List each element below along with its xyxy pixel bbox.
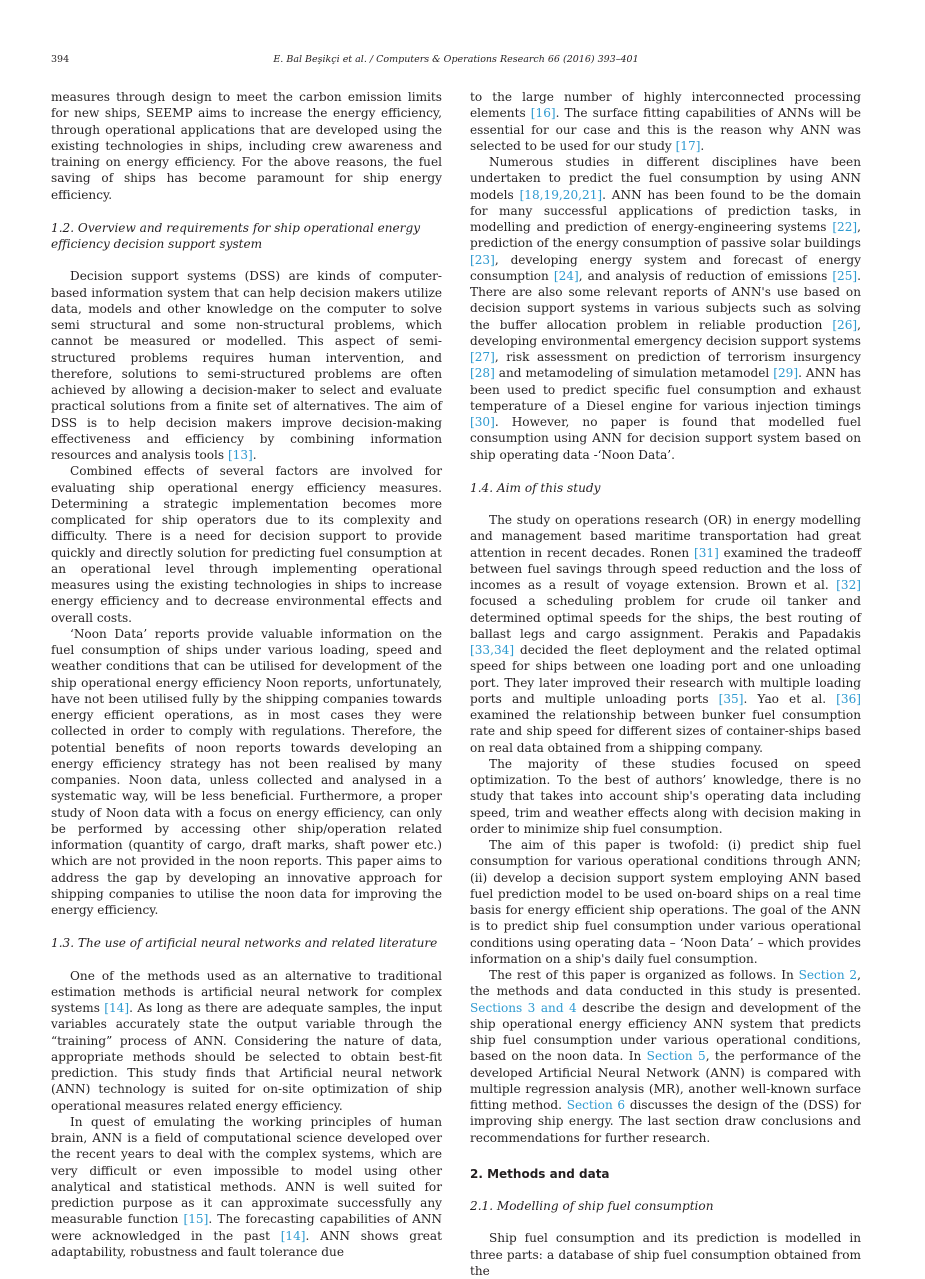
subsection-heading-1-3: 1.3. The use of artificial neural networks and related literature	[51, 936, 438, 951]
running-header	[51, 54, 861, 70]
page-number: 394	[51, 54, 70, 65]
section-link[interactable]: Section 5	[646, 1049, 706, 1064]
section-link[interactable]: Section 6	[566, 1098, 626, 1112]
section-link[interactable]: Sections 3 and 4	[470, 1000, 577, 1015]
citation-link[interactable]: [33,34]	[470, 643, 515, 657]
citation-link[interactable]: [14]	[280, 1228, 306, 1243]
citation-link[interactable]: [16]	[530, 106, 556, 121]
right-column	[470, 89, 861, 1279]
citation-link[interactable]: [27]	[470, 350, 495, 364]
subsection-heading-2-1: 2.1. Modelling of ship fuel consumption	[470, 1199, 714, 1213]
paragraph: The study on operations research (OR) in energy modelling and management based maritime transportation had great attention in recent decades. Ronen [31] examined the tradeoff between fuel savings through speed reduction and the loss of incomes as a result of voyage extension. Brown et al. [32] focused a scheduling problem for crude oil tanker and determined optimal speeds for the ships, the best routing of ballast legs and cargo assignment. Perakis and Papadakis [33,34] decided the fleet deployment and the related optimal speed for ships between one loading port and one unloading port. They later improved their research with multiple loading ports and multiple unloading ports [35]. Yao et al. [36] examined the relationship between bunker fuel consumption rate and ship speed for different sizes of container-ships based on real data obtained from a shipping company.	[470, 513, 861, 755]
paragraph: One of the methods used as an alternative to traditional estimation methods is artificial neural network for complex systems [14]. As long as there are adequate samples, the input variables accurately state the output variable through the “training” process of ANN. Considering the nature of data, appropriate methods should be selected to obtain best-fit prediction. This study finds that Artificial neural network (ANN) technology is suited for on-site optimization of ship operational measures related energy efficiency.	[51, 968, 443, 1113]
citation-link[interactable]: [22]	[832, 220, 858, 234]
paragraph: Decision support systems (DSS) are kinds of computer-based information system that can help decision makers utilize data, models and other knowledge on the computer to solve semi structural and some non-structural problems, which cannot be measured or modelled. This aspect of semi-structured problems requires human intervention, and therefore, solutions to semi-structured problems are often achieved by allowing a decision-maker to select and evaluate practical solutions from a finite set of alternatives. The aim of DSS is to help decision makers improve decision-making effectiveness and efficiency by combining information resources and analysis tools [13].	[51, 269, 442, 462]
citation-link[interactable]: [30]	[470, 415, 495, 429]
citation-link[interactable]: [35]	[718, 691, 744, 706]
subsection-heading-1-4: 1.4. Aim of this study	[470, 480, 601, 495]
citation-link[interactable]: [29]	[773, 366, 799, 381]
paragraph: Ship fuel consumption and its prediction is modelled in three parts: a database of ship fuel consumption obtained from the	[470, 1231, 861, 1278]
paragraph: The rest of this paper is organized as follows. In Section 2, the methods and data conducted in this study is presented. Sections 3 and 4 describe the design and development of the ship operational energy efficiency ANN system that predicts ship fuel consumption under various operational conditions, based on the noon data. In Section 5, the performance of the developed Artificial Neural Network (ANN) is compared with multiple regression analysis (MR), another well-known surface fitting method. Section 6 discusses the design of the (DSS) for improving ship energy. The last section draw conclusions and recommendations for further research.	[470, 968, 862, 1145]
citation-link[interactable]: [26]	[832, 317, 858, 332]
citation-link[interactable]: [28]	[470, 366, 495, 381]
paragraph: Combined effects of several factors are involved for evaluating ship operational energy efficiency measures. Determining a strategic implementation becomes more complicated for ship operators due to its complexity and difficulty. There is a need for decision support to provide quickly and directly solution for predicting fuel consumption at an operational level through implementing operational measures using the existing technologies in ships to increase energy efficiency and to decrease environmental effects and overall costs.	[51, 464, 442, 625]
paragraph: The majority of these studies focused on speed optimization. To the best of authors’ knowledge, there is no study that takes into account ship's operating data including speed, trim and weather effects along with decision making in order to minimize ship fuel consumption.	[470, 756, 861, 836]
paragraph: In quest of emulating the working principles of human brain, ANN is a field of computational science developed over the recent years to deal with the complex systems, which are very difficult or even impossible to model using other analytical and statistical methods. ANN is well suited for prediction purpose as it can approximate successfully any measurable function [15]. The forecasting capabilities of ANN were acknowledged in the past [14]. ANN shows great adaptability, robustness and fault tolerance due	[51, 1114, 443, 1259]
citation-link[interactable]: [25]	[832, 268, 858, 283]
citation-link[interactable]: [18,19,20,21]	[519, 187, 603, 202]
running-title: E. Bal Beşikçi et al. / Computers & Operations Research 66 (2016) 393–401	[273, 54, 639, 65]
paragraph: measures through design to meet the carbon emission limits for new ships, SEEMP aims to increase the energy efficiency, through operational applications that are developed using the existing technologies in ships, including crew awareness and training on energy efficiency. For the above reasons, the fuel saving of ships has become paramount for ship energy efficiency.	[51, 90, 442, 202]
citation-link[interactable]: [24]	[553, 268, 579, 283]
citation-link[interactable]: [32]	[836, 578, 861, 592]
citation-link[interactable]: [13]	[227, 448, 253, 462]
paragraph: The aim of this paper is twofold: (i) predict ship fuel consumption for various operational conditions through ANN; (ii) develop a decision support system employing ANN based fuel prediction model to be used on-board ships on a real time basis for energy efficient ship operations. The goal of the ANN is to predict ship fuel consumption under various operational conditions using operating data – ‘Noon Data’ – which provides information on a ship's daily fuel consumption.	[470, 838, 861, 966]
citation-link[interactable]: [14]	[104, 1001, 130, 1015]
paragraph: Numerous studies in different disciplines have been undertaken to predict the fuel consumption by using ANN models [18,19,20,21]. ANN has been found to be the domain for many successful applications of prediction tasks, in modelling and prediction of energy-engineering systems [22], prediction of the energy consumption of passive solar buildings [23], developing energy system and forecast of energy consumption [24], and analysis of reduction of emissions [25]. There are also some relevant reports of ANN's use based on decision support systems in various subjects such as solving the buffer allocation problem in reliable production [26], developing environmental emergency decision support systems [27], risk assessment on prediction of terrorism insurgency [28] and metamodeling of simulation metamodel [29]. ANN has been used to predict specific fuel consumption and exhaust temperature of a Diesel engine for various injection timings [30]. However, no paper is found that modelled fuel consumption using ANN for decision support system based on ship operating data -‘Noon Data’.	[470, 155, 861, 462]
citation-link[interactable]: [36]	[836, 691, 861, 706]
citation-link[interactable]: [15]	[183, 1212, 209, 1227]
citation-link[interactable]: [31]	[694, 545, 719, 560]
section-heading-2: 2. Methods and data	[470, 1166, 610, 1181]
paragraph: ‘Noon Data’ reports provide valuable information on the fuel consumption of ships under various loading, speed and weather conditions that can be utilised for development of the ship operational energy efficiency Noon reports, unfortunately, have not been utilised fully by the shipping companies towards energy efficient operations, as in most cases they were collected in order to comply with regulations. Therefore, the potential benefits of noon reports towards developing an energy efficiency strategy has not been realised by many companies. Noon data, unless collected and analysed in a systematic way, will be less beneficial. Furthermore, a proper study of Noon data with a focus on energy efficiency, can only be performed by accessing other ship/operation related information (quantity of cargo, draft marks, shaft power etc.) which are not provided in the noon reports. This paper aims to address the gap by developing an innovative approach for shipping companies to utilise the noon data for improving the energy efficiency.	[51, 626, 442, 917]
section-link[interactable]: Section 2	[798, 968, 858, 982]
citation-link[interactable]: [23]	[470, 252, 495, 267]
citation-link[interactable]: [17]	[675, 138, 701, 153]
subsection-heading-1-2: 1.2. Overview and requirements for ship operational energy efficiency decision support system	[51, 220, 421, 251]
paragraph: to the large number of highly interconnected processing elements [16]. The surface fitting capabilities of ANNs will be essential for our case and this is the reason why ANN was selected to be used for our study [17].	[470, 90, 861, 153]
left-column	[51, 89, 442, 1260]
